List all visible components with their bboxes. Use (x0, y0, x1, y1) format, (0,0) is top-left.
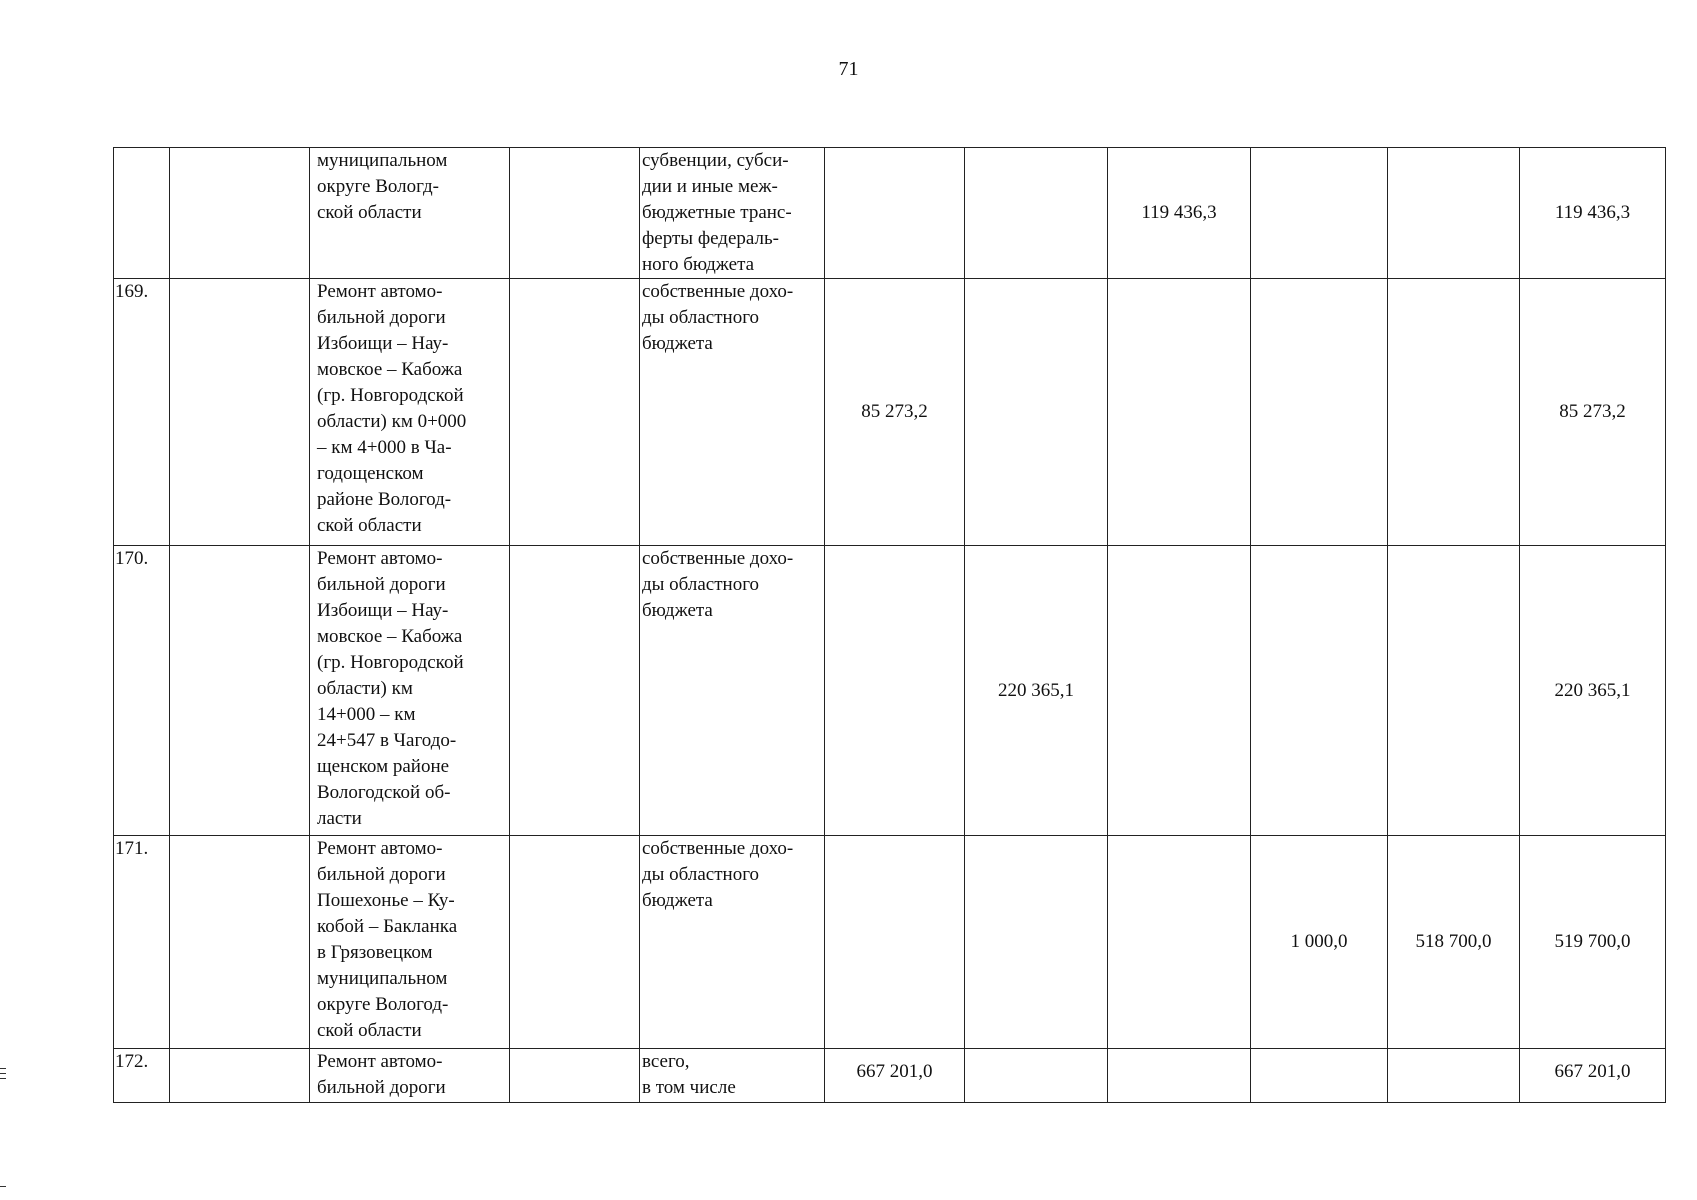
empty-cell (170, 1049, 310, 1103)
table-row (114, 148, 1666, 279)
empty-cell (510, 148, 640, 279)
empty-cell (170, 148, 310, 279)
object-name: Ремонт автомо- бильной дороги Пошехонье – Ку- кобой – Бакланка в Грязовецком муниципальном округе Вологод- ской области (310, 836, 510, 1049)
value-cell: 119 436,3 (1520, 148, 1666, 279)
empty-cell (170, 279, 310, 546)
value-cell: 667 201,0 (825, 1049, 965, 1103)
value-cell: 667 201,0 (1520, 1049, 1666, 1103)
empty-cell (510, 546, 640, 836)
funding-source: всего, в том числе (640, 1049, 825, 1103)
funding-source: субвенции, субси- дии и иные меж- бюджетные транс- ферты федераль- ного бюджета (640, 148, 825, 279)
value-cell (1251, 148, 1388, 279)
value-cell (825, 148, 965, 279)
value-cell (825, 836, 965, 1049)
value-cell: 518 700,0 (1388, 836, 1520, 1049)
value-cell: 519 700,0 (1520, 836, 1666, 1049)
value-cell (1251, 1049, 1388, 1103)
value-cell (965, 148, 1108, 279)
value-cell (1251, 279, 1388, 546)
value-cell (1388, 279, 1520, 546)
empty-cell (510, 836, 640, 1049)
object-name: Ремонт автомо- бильной дороги (310, 1049, 510, 1103)
value-cell: 1 000,0 (1251, 836, 1388, 1049)
value-cell: 85 273,2 (825, 279, 965, 546)
value-cell (1108, 279, 1251, 546)
value-cell (1388, 546, 1520, 836)
value-cell: 220 365,1 (1520, 546, 1666, 836)
page-number: 71 (838, 58, 859, 80)
funding-source: собственные дохо- ды областного бюджета (640, 836, 825, 1049)
value-cell (965, 836, 1108, 1049)
table-row (114, 546, 1666, 836)
empty-cell (170, 836, 310, 1049)
empty-cell (510, 279, 640, 546)
scan-margin-mark (0, 1073, 6, 1074)
object-name: Ремонт автомо- бильной дороги Избоищи – Нау- мовское – Кабожа (гр. Новгородской области) км 0+000 – км 4+000 в Ча- годощенском районе Вологод- ской области (310, 279, 510, 546)
row-number: 171. (114, 836, 170, 1049)
value-cell: 85 273,2 (1520, 279, 1666, 546)
row-number: 169. (114, 279, 170, 546)
value-cell: 220 365,1 (965, 546, 1108, 836)
scan-margin-mark (0, 1078, 6, 1079)
value-cell (1108, 546, 1251, 836)
value-cell (965, 279, 1108, 546)
table-row (114, 836, 1666, 1049)
value-cell (965, 1049, 1108, 1103)
object-name: Ремонт автомо- бильной дороги Избоищи – Нау- мовское – Кабожа (гр. Новгородской области) км 14+000 – км 24+547 в Чагодо- щенском районе Вологодской об- ласти (310, 546, 510, 836)
value-cell (1388, 1049, 1520, 1103)
table-row (114, 279, 1666, 546)
budget-table (113, 147, 1666, 1103)
row-number (114, 148, 170, 279)
value-cell: 119 436,3 (1108, 148, 1251, 279)
object-name: муниципальном округе Вологд- ской области (310, 148, 510, 279)
empty-cell (510, 1049, 640, 1103)
funding-source: собственные дохо- ды областного бюджета (640, 546, 825, 836)
value-cell (1108, 1049, 1251, 1103)
funding-source: собственные дохо- ды областного бюджета (640, 279, 825, 546)
scan-margin-mark (0, 1068, 6, 1069)
value-cell (825, 546, 965, 836)
table-row (114, 1049, 1666, 1103)
value-cell (1251, 546, 1388, 836)
row-number: 172. (114, 1049, 170, 1103)
row-number: 170. (114, 546, 170, 836)
value-cell (1388, 148, 1520, 279)
value-cell (1108, 836, 1251, 1049)
empty-cell (170, 546, 310, 836)
scan-margin-mark (0, 1186, 6, 1187)
